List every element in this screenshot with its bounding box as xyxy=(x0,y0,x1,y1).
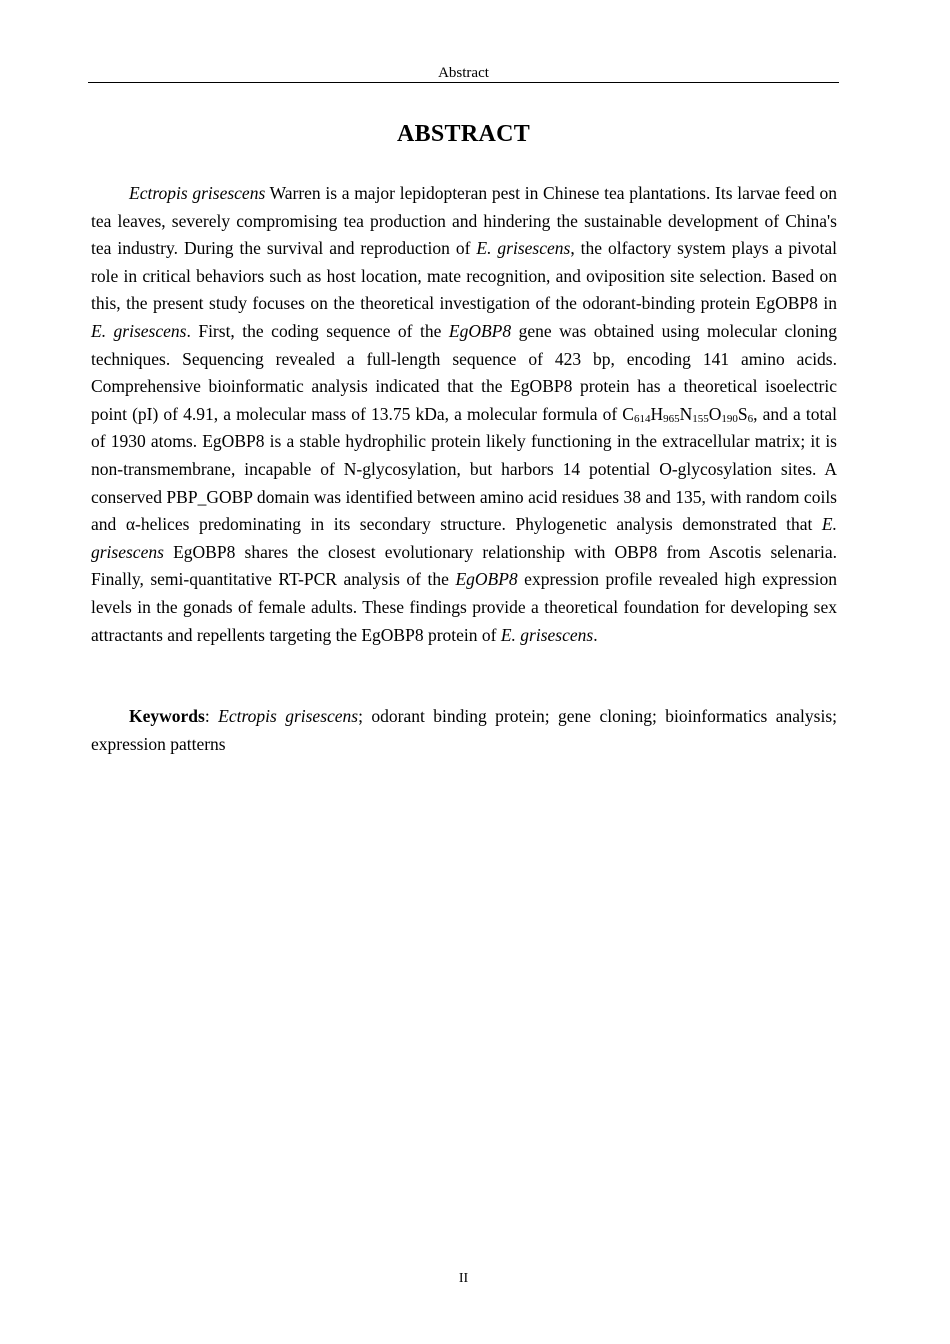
species-abbrev: E. grisescens xyxy=(500,624,594,645)
formula-subscript: 190 xyxy=(721,412,738,425)
formula-element: H xyxy=(650,403,664,424)
molecular-formula xyxy=(622,404,753,424)
species-abbrev: E. grisescens xyxy=(91,320,187,341)
species-abbrev: E. grisescens xyxy=(476,238,571,259)
formula-element: C xyxy=(622,403,634,424)
formula-subscript: 155 xyxy=(692,412,709,425)
keywords-separator: : xyxy=(204,706,219,726)
abstract-text: , and a total of 1930 atoms. EgOBP8 is a stable hydrophilic protein likely functioning in the extracellular matrix; it is non-transmembrane, incapable of N-glycosylation, but harbors 14 potential O-glycosylation sites. A conserved PBP_GOBP domain was identified between amino acid residues 38 and 135, with random coils and α-helices predominating in its secondary structure. Phylogenetic analysis demonstrated that xyxy=(91,403,837,535)
keywords-list: ; odorant binding protein; gene cloning; bioinformatics analysis; expression patterns xyxy=(91,706,837,754)
keywords-paragraph xyxy=(91,703,837,758)
abstract-paragraph xyxy=(91,180,837,649)
page-number: II xyxy=(458,1271,469,1286)
formula-element: O xyxy=(708,403,722,424)
formula-subscript: 965 xyxy=(663,412,680,425)
abstract-text: , the olfactory system plays a pivotal role in critical behaviors such as host location, mate recognition, and oviposition site selection. Based on this, the present study focuses on the theoretical investigation of the odorant-binding protein EgOBP8 in xyxy=(91,238,838,314)
header-rule xyxy=(88,82,839,83)
abstract-text: Warren is a major lepidopteran pest in Chinese tea plantations. Its larvae feed on tea leaves, severely compromising tea production and hindering the sustainable development of China's tea industry. During the survival and reproduction of xyxy=(91,183,837,259)
keywords-label: Keywords xyxy=(129,706,205,726)
abstract-title: ABSTRACT xyxy=(396,121,531,147)
species-abbrev: E. grisescens xyxy=(91,514,837,562)
formula-subscript: 614 xyxy=(633,412,651,425)
gene-name: EgOBP8 xyxy=(448,320,512,341)
abstract-text: . xyxy=(593,624,598,645)
abstract-text: EgOBP8 shares the closest evolutionary relationship with OBP8 from Ascotis selenaria. Finally, semi-quantitative RT-PCR analysis of the xyxy=(91,541,837,590)
abstract-text: expression profile revealed high expression levels in the gonads of female adults. These findings provide a theoretical foundation for developing sex attractants and repellents targeting the EgOBP8 protein of xyxy=(91,569,837,645)
abstract-text: . First, the coding sequence of the xyxy=(186,320,449,341)
formula-element: N xyxy=(679,403,693,424)
species-name: Ectropis grisescens xyxy=(129,183,266,203)
formula-element: S xyxy=(737,403,748,424)
running-header: Abstract xyxy=(438,65,489,81)
keyword-species: Ectropis grisescens xyxy=(218,706,359,726)
formula-subscript: 6 xyxy=(747,412,754,425)
gene-name: EgOBP8 xyxy=(455,569,518,590)
abstract-text: gene was obtained using molecular cloning techniques. Sequencing revealed a full-length sequence of 423 bp, encoding 141 amino acids. Comprehensive bioinformatic analysis indicated that the EgOBP8 protein has a theoretical isoelectric point (pI) of 4.91, a molecular mass of 13.75 kDa, a molecular formula of xyxy=(91,320,837,424)
